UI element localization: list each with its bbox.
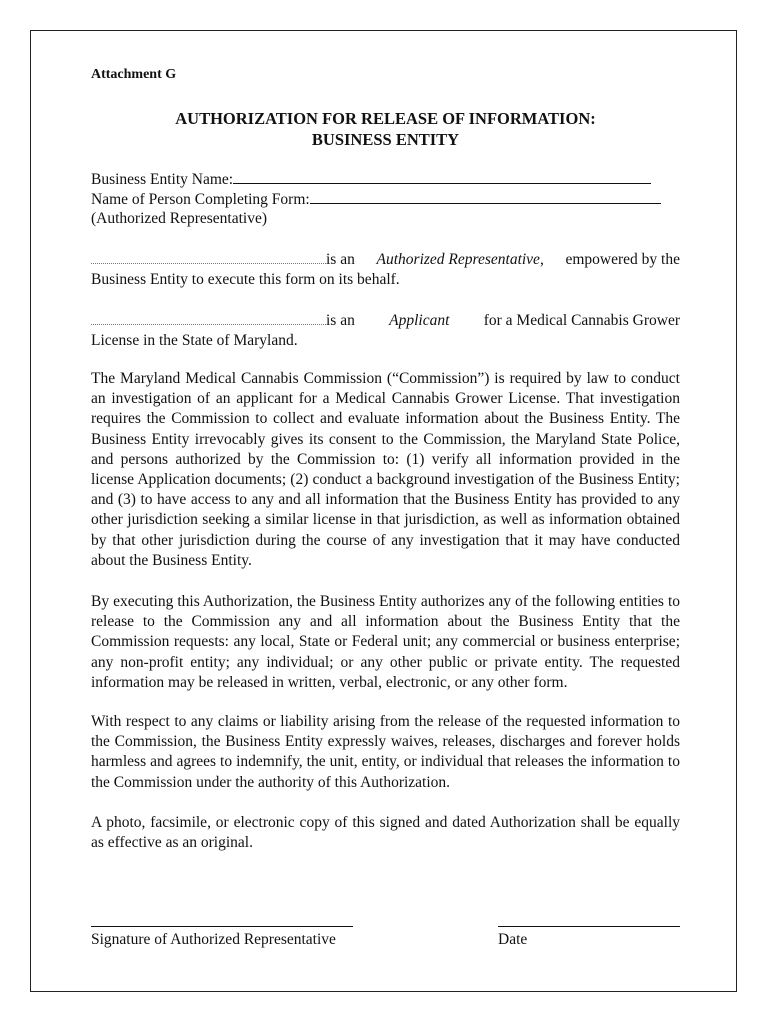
document-title xyxy=(91,108,680,150)
person-completing-row xyxy=(91,189,661,210)
title-line-1: AUTHORIZATION FOR RELEASE OF INFORMATION: xyxy=(175,109,596,128)
authorized-rep-continuation: Business Entity to execute this form on its behalf. xyxy=(91,271,400,288)
authorized-rep-name-field[interactable] xyxy=(91,249,326,264)
person-completing-label: Name of Person Completing Form: xyxy=(91,191,310,208)
applicant-continuation: License in the State of Maryland. xyxy=(91,332,298,349)
attachment-label: Attachment G xyxy=(91,67,177,82)
paragraph-commission-investigation: The Maryland Medical Cannabis Commission (“Commission”) is required by law to conduct an investigation of an applicant for a Medical Cannabis Grower License. That investigation requires the Commission to collect and evaluate information about the Business Entity. The Business Entity irrevocably gives its consent to the Commission, the Maryland State Police, and persons authorized by the Commission to: (1) verify all information provided in the license Application documents; (2) conduct a background investigation of the Business Entity; and (3) to have access to any and all information that the Business Entity has provided to any other jurisdiction seeking a similar license in that jurisdiction, as well as information obtained by that other jurisdiction during the course of any investigation that it may have conducted about the Business Entity. xyxy=(91,370,680,569)
authorized-rep-statement xyxy=(91,249,680,290)
business-entity-name-field[interactable] xyxy=(233,169,651,184)
paragraph-liability-waiver: With respect to any claims or liability arising from the release of the requested information to the Commission, the Business Entity expressly waives, releases, discharges and forever holds harmless and agrees to indemnify, the unit, entity, or individual that releases the information to the Commission under the authority of this Authorization. xyxy=(91,713,680,791)
authorized-rep-emphasis: Authorized Representative xyxy=(376,251,540,268)
applicant-name-field[interactable] xyxy=(91,310,326,325)
date-label: Date xyxy=(498,931,528,948)
applicant-prefix: is an xyxy=(326,312,355,329)
applicant-statement xyxy=(91,310,680,351)
date-line[interactable] xyxy=(498,926,680,927)
applicant-emphasis: Applicant xyxy=(389,312,450,329)
person-completing-field[interactable] xyxy=(310,189,661,204)
authorized-rep-prefix: is an xyxy=(326,251,355,268)
authorized-rep-suffix-a: , xyxy=(539,251,544,268)
paragraph-release-authorization: By executing this Authorization, the Business Entity authorizes any of the following entities to release to the Commission any and all information about the Business Entity that the Commission requests: any local, State or Federal unit; any commercial or business enterprise; any non-profit entity; any individual; or any other public or private entity. The requested information may be released in written, verbal, electronic, or any other form. xyxy=(91,593,680,691)
paragraph-copy-validity: A photo, facsimile, or electronic copy of this signed and dated Authorization shall be equally as effective as an original. xyxy=(91,814,680,852)
title-line-2: BUSINESS ENTITY xyxy=(311,130,460,149)
signature-line[interactable] xyxy=(91,926,353,927)
authorized-rep-note: (Authorized Representative) xyxy=(91,210,268,227)
authorized-rep-suffix: empowered by the xyxy=(565,251,680,268)
business-entity-name-row xyxy=(91,169,651,190)
signature-label: Signature of Authorized Representative xyxy=(91,931,336,948)
applicant-suffix: for a Medical Cannabis Grower xyxy=(483,312,680,329)
business-entity-name-label: Business Entity Name: xyxy=(91,171,234,188)
